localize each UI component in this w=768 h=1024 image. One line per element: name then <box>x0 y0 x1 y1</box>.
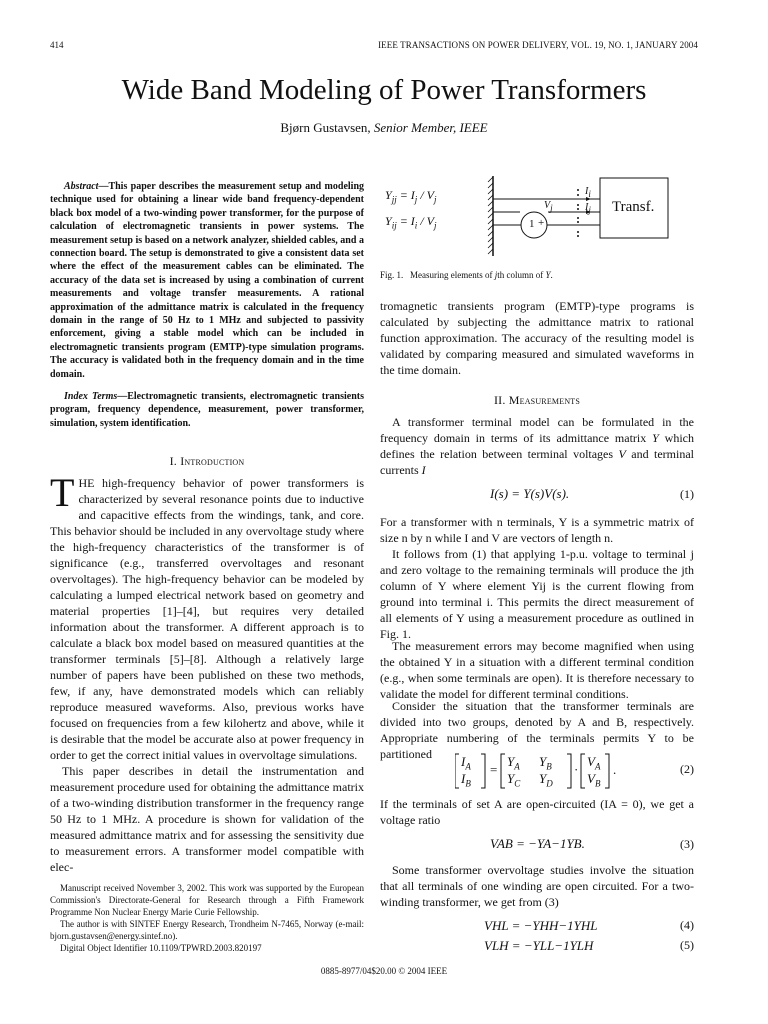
paragraph: If the terminals of set A are open-circuited (IA = 0), we get a voltage ratio <box>380 797 694 827</box>
equation-1-number: (1) <box>680 487 694 501</box>
footnote-affiliation: The author is with SINTEF Energy Research, Trondheim N-7465, Norway (e-mail: bjorn.gustavsen@energy.sintef.no). <box>50 919 364 941</box>
section-heading-introduction <box>50 453 364 469</box>
author-line <box>0 120 768 136</box>
circuit-diagram <box>380 172 680 262</box>
copyright-footer: 0885-8977/04$20.00 © 2004 IEEE <box>320 966 448 976</box>
voltage-label: $V_j$ <box>544 200 553 213</box>
paragraph: Consider the situation that the transformer terminals are divided into two groups, denoted by A and B, respectively. Appropriate numbering of the terminals permits Y to be partitioned <box>380 699 694 761</box>
section-title: Introduction <box>180 454 245 468</box>
page-number: 414 <box>50 40 64 50</box>
equation-2: $I_A$ $I_B$ = $Y_A$ $Y_B$ $Y_C$ $Y_D$ · $V_A$ $V_B$ . <box>455 752 675 792</box>
equation-1: I(s) = Y(s)V(s). <box>490 486 570 501</box>
index-terms-text: —Electromagnetic transients, electromagnetic transients program, frequency dependence, measurement, power transformer, simulation, system identification. <box>50 391 364 429</box>
footnote-manuscript: Manuscript received November 3, 2002. This work was supported by the European Commission's Directorate-General for Research through a Fifth Framework Programme Non Nuclear Energy Marie Curie Fellowship. <box>50 883 364 917</box>
footnote-doi: Digital Object Identifier 10.1109/TPWRD.2003.820197 <box>60 943 262 953</box>
figure-caption: Fig. 1. Measuring elements of jth column of Y. <box>380 270 553 280</box>
paragraph: A transformer terminal model can be formulated in the frequency domain in terms of its admittance matrix Y which defines the relation between terminal voltages V and terminal currents I <box>380 415 694 477</box>
paragraph-continued: tromagnetic transients program (EMTP)-type programs is calculated by subjecting the admittance matrix to rational function approximation. The accuracy of the resulting model is validated by comparing measured and simulated waveforms in the time domain. <box>380 299 694 377</box>
equation-4-number: (4) <box>680 918 694 932</box>
equation-2-number: (2) <box>680 762 694 776</box>
figure-1 <box>380 172 680 262</box>
dropcap: T <box>50 470 75 515</box>
author-name: Bjørn Gustavsen, <box>280 120 371 135</box>
paragraph: THE high-frequency behavior of power transformers is characterized by several resonance points due to inductive and capacitive effects from the windings, tank, and core. This behavior should be included in any overvoltage study where the high-frequency characteristics of the transformer is of significance (e.g., transferred overvoltages and resonant overvoltages). The high-frequency behavior can be modeled by calculating a lumped electrical network based on geometry and material properties [1]–[4], but requires very detailed information about the transformer. A different approach is to calculate a black box model based on measured quantities at the transformer terminals [5]–[8]. Although a relatively large number of papers have been published on these two methods, few, if any, have demonstrated models which can reliably reproduce measured waveforms. Also, previous works have focused on frequencies from a few kilohertz and above, while it is desirable that the model be accurate also at power frequency in order to get the correct initial values in overvoltage simulations. <box>50 470 364 762</box>
section-heading-measurements: II. Measurements <box>493 393 581 407</box>
index-terms <box>50 390 364 430</box>
paragraph: The measurement errors may become magnified when using the obtained Y in a situation with a different terminal condition (e.g., when some terminals are open). It is therefore necessary to validate the model for different terminal conditions. <box>380 639 694 701</box>
paragraph: It follows from (1) that applying 1-p.u. voltage to terminal j and zero voltage to the remaining terminals will produce the jth column of Y where element Yij is the current flowing from ground into terminal i. This permits the direct measurement of all elements of Y using a measurement procedure as outlined in Fig. 1. <box>380 547 694 641</box>
source-label: 1 <box>529 218 535 230</box>
footnote <box>50 882 364 954</box>
figure-equation-yij: $Y_{ij} = I_i / V_j$ <box>385 214 437 231</box>
plus-sign: + <box>538 217 545 229</box>
abstract-text: —This paper describes the measurement setup and modeling technique used for obtaining a linear wide band frequency-dependent black box model of a two-winding power transformer, for the purpose of calculation of electromagnetic transients in power systems. The measurement setup is based on a network analyzer, shielded cables, and a connection board. The setup is demonstrated to give a consistent data set where the effect of the measurement cables can be eliminated. The accuracy of the data set is increased by using a combination of current measurements and voltage transfer measurements. A rational approximation of the admittance matrix is calculated in the frequency domain in the range of 50 Hz to 1 MHz and subjected to passivity enforcement, giving a stable model which can be included in electromagnetic transients program (EMTP)-type simulation programs. The accuracy is validated both in the frequency domain and in the time domain. <box>50 181 364 380</box>
paragraph: This paper describes in detail the instrumentation and measurement procedure used for obtaining the admittance matrix of a two-winding distribution transformer in the frequency range 50 Hz to 1 MHz. A procedure is shown for validation of the measured admittance matrix and for assessing the sensitivity due to measurement errors. A transformer model compatible with elec- <box>50 764 364 874</box>
current-i-label: $I_i$ <box>585 186 591 199</box>
introduction-body <box>50 470 364 875</box>
equation-5-number: (5) <box>680 938 694 952</box>
current-j-label: $I_j$ <box>585 202 591 215</box>
paragraph: Some transformer overvoltage studies involve the situation that all terminals of one winding are open circuited. For a two-winding transformer, we get from (3) <box>380 863 694 909</box>
journal-header: IEEE TRANSACTIONS ON POWER DELIVERY, VOL. 19, NO. 1, JANUARY 2004 <box>378 40 698 50</box>
abstract <box>50 180 364 381</box>
paper-title: Wide Band Modeling of Power Transformers <box>121 74 647 106</box>
equation-4: VHL = −YHH−1YHL <box>484 918 598 933</box>
transformer-label: Transf. <box>612 199 655 215</box>
figure-equation-yjj: $Y_{jj} = I_j / V_j$ <box>385 188 437 205</box>
equation-5: VLH = −YLL−1YLH <box>484 938 594 953</box>
equation-3-number: (3) <box>680 837 694 851</box>
index-terms-label: Index Terms <box>64 391 118 402</box>
section-number: I. <box>169 454 181 468</box>
author-role: Senior Member, IEEE <box>373 120 488 135</box>
paragraph: For a transformer with n terminals, Y is a symmetric matrix of size n by n while I and V are vectors of length n. <box>380 515 694 545</box>
abstract-label: Abstract <box>64 181 99 192</box>
equation-3: VAB = −YA−1YB. <box>490 836 585 851</box>
